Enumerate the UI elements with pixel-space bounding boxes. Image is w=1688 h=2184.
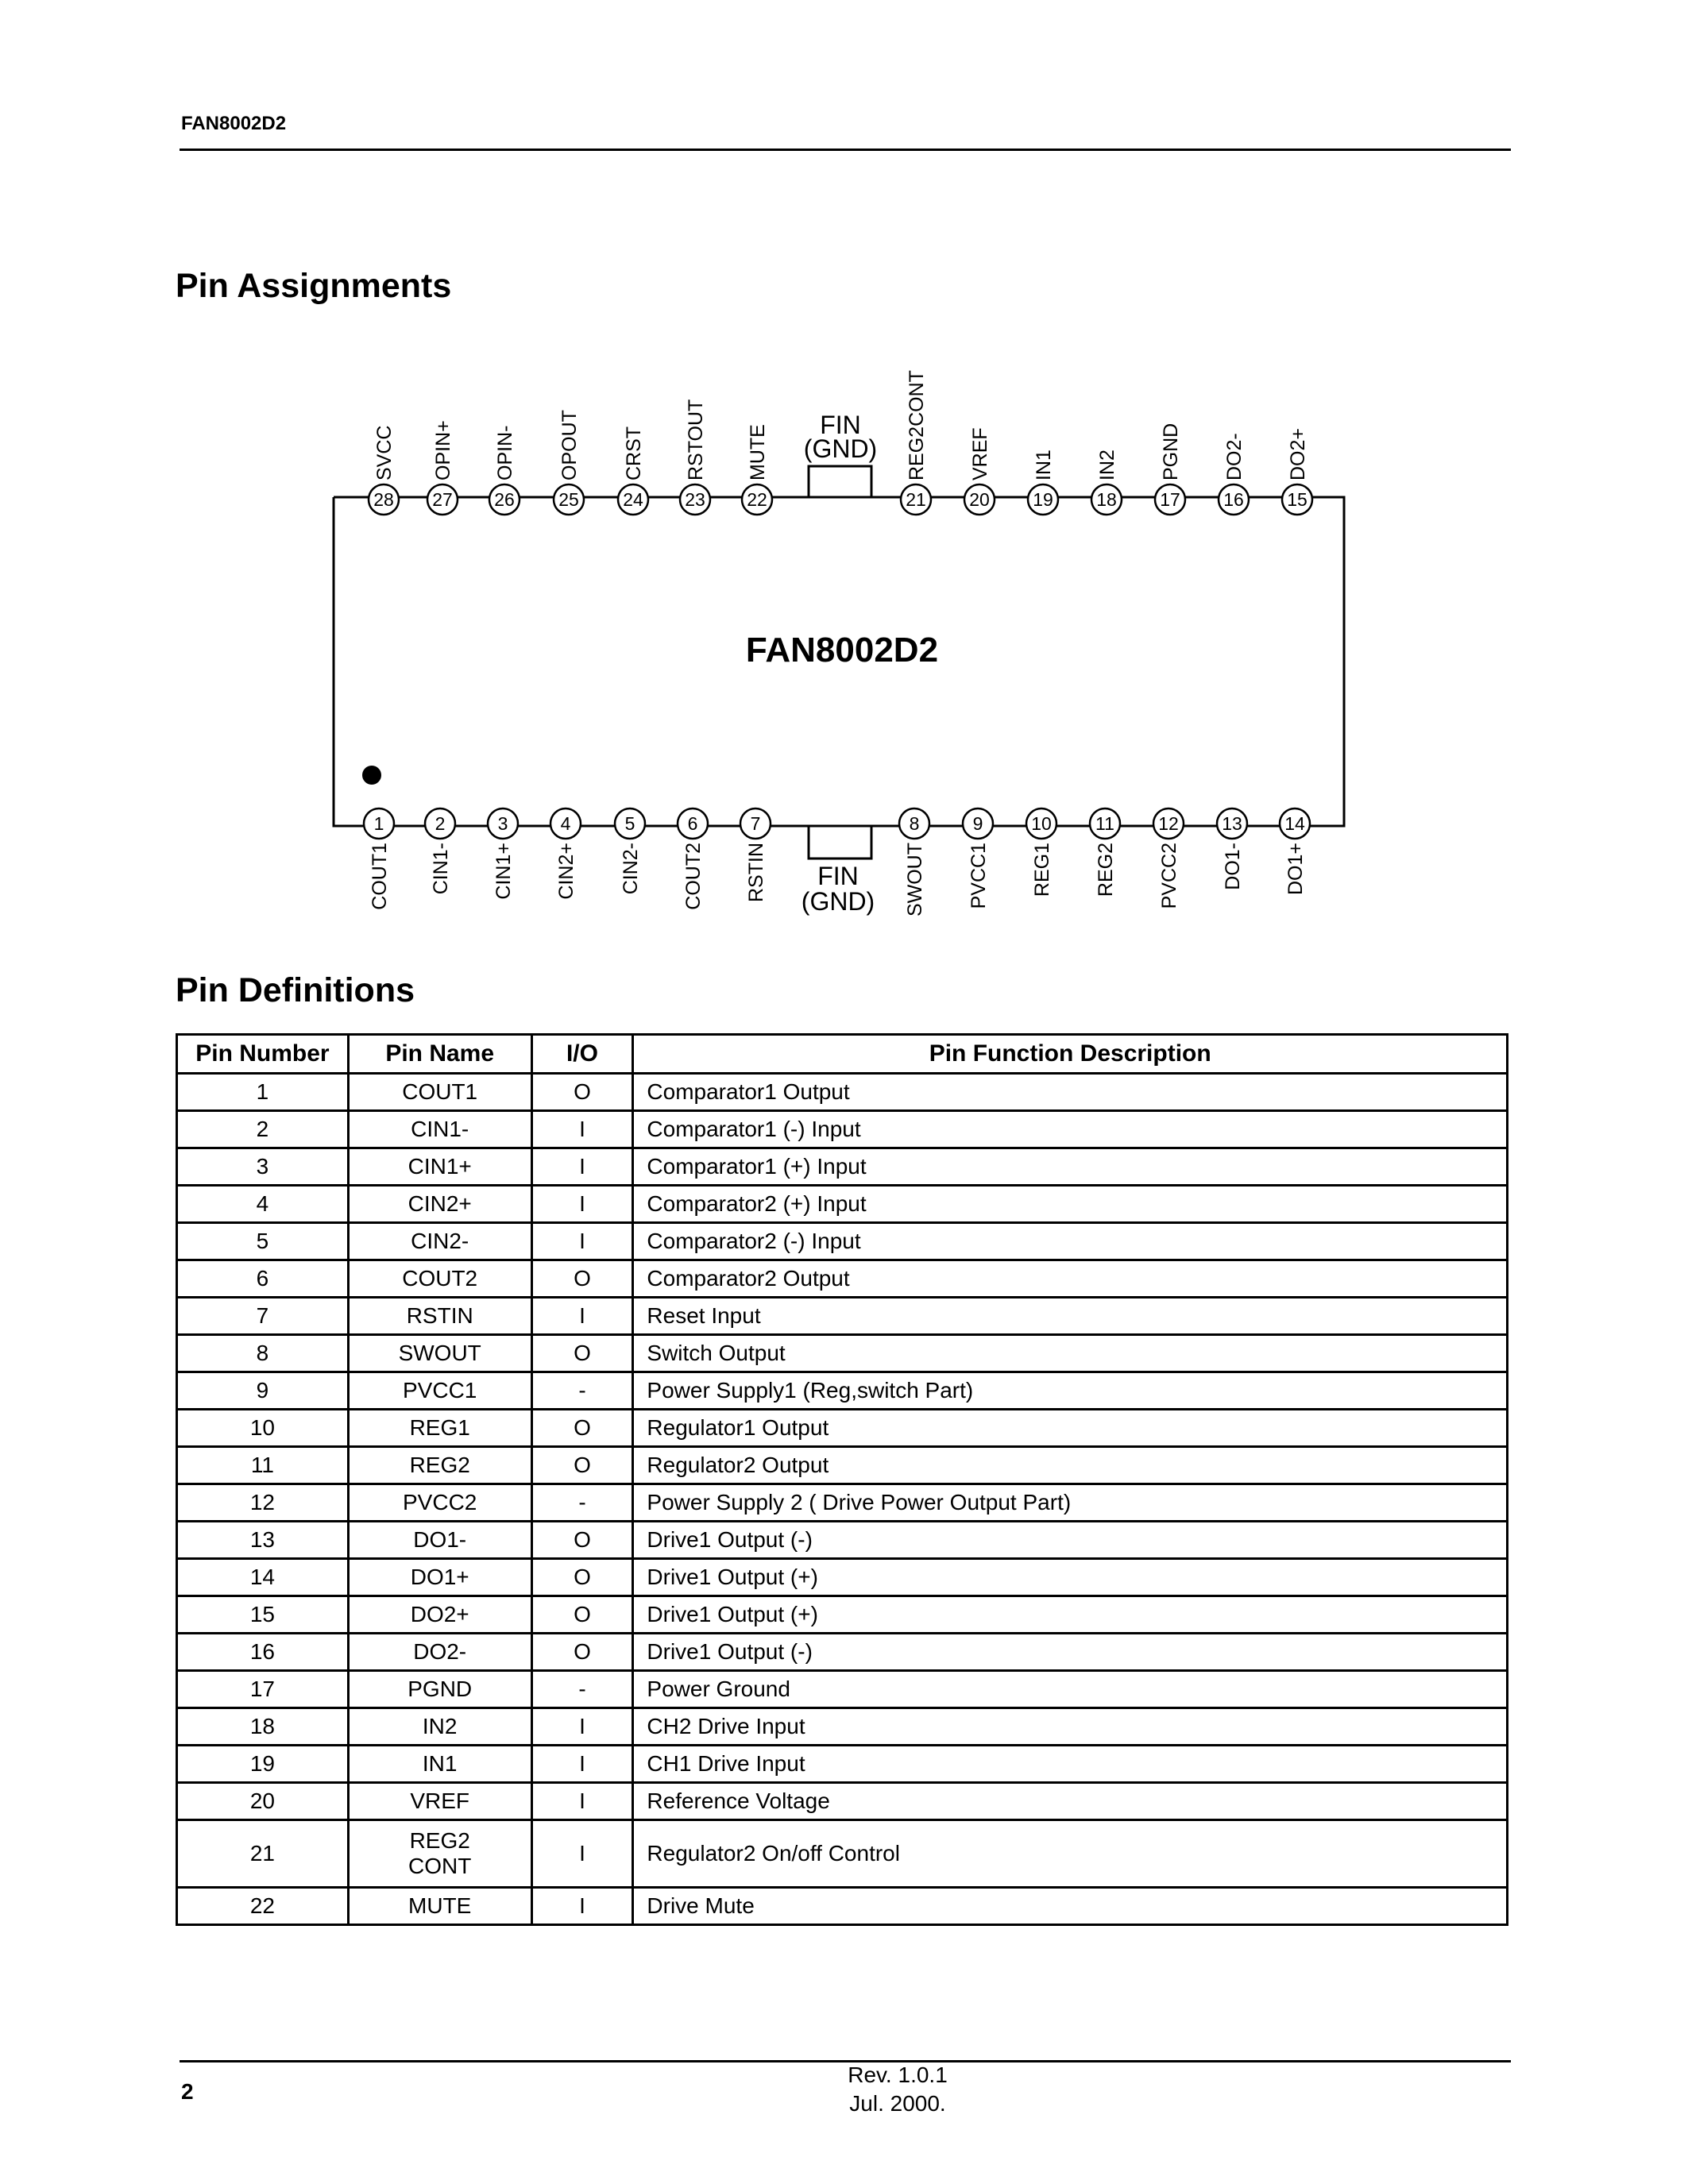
pin-name-label: REG2CONT <box>906 370 928 480</box>
pin-name-label: COUT2 <box>682 843 705 910</box>
pin-name-label: DO2+ <box>1287 427 1309 480</box>
pin-number-cell: 1 <box>177 1074 349 1111</box>
pin-name-cell: PVCC2 <box>348 1484 531 1522</box>
pin-name-label: CIN2- <box>620 843 642 895</box>
pin-number-label: 10 <box>1031 813 1052 834</box>
pin-name-cell <box>348 1820 531 1888</box>
io-cell: - <box>531 1484 633 1522</box>
pin-name-label: REG1 <box>1031 843 1053 897</box>
description-cell: CH2 Drive Input <box>633 1708 1508 1746</box>
header-rule <box>180 149 1511 151</box>
pin-name-label: MUTE <box>747 424 769 480</box>
description-cell: Comparator2 (-) Input <box>633 1223 1508 1260</box>
pin-name-label: CRST <box>623 426 645 480</box>
pin-name-cell: PVCC1 <box>348 1372 531 1410</box>
io-cell: I <box>531 1820 633 1888</box>
table-row <box>177 1746 1508 1783</box>
table-row <box>177 1596 1508 1634</box>
pin-name-cell: CIN2- <box>348 1223 531 1260</box>
pin-assignments-title: Pin Assignments <box>176 267 452 305</box>
pin-number-label: 26 <box>494 489 515 510</box>
description-cell: Comparator2 (+) Input <box>633 1186 1508 1223</box>
io-cell: - <box>531 1671 633 1708</box>
io-cell: I <box>531 1746 633 1783</box>
description-cell: Comparator2 Output <box>633 1260 1508 1298</box>
pin-number-label: 6 <box>687 813 698 834</box>
pin-number-label: 1 <box>373 813 384 834</box>
pin-number-cell: 20 <box>177 1783 349 1820</box>
pin-name-cell: CIN1- <box>348 1111 531 1148</box>
table-row <box>177 1559 1508 1596</box>
pin-number-cell: 7 <box>177 1298 349 1335</box>
pin-number-label: 18 <box>1096 489 1117 510</box>
table-row <box>177 1447 1508 1484</box>
pin-number-cell: 19 <box>177 1746 349 1783</box>
description-cell: Reference Voltage <box>633 1783 1508 1820</box>
pin-name-label: CIN2+ <box>555 843 577 900</box>
pin-name-line: REG2 <box>409 1828 470 1853</box>
io-cell: I <box>531 1223 633 1260</box>
pin-number-label: 2 <box>435 813 446 834</box>
table-row <box>177 1522 1508 1559</box>
pin-name-cell: DO2- <box>348 1634 531 1671</box>
pin-number-cell: 16 <box>177 1634 349 1671</box>
pin-name-cell: IN1 <box>348 1746 531 1783</box>
pin-number-cell: 9 <box>177 1372 349 1410</box>
description-cell: Regulator1 Output <box>633 1410 1508 1447</box>
pin-name-cell: REG2 <box>348 1447 531 1484</box>
table-row <box>177 1223 1508 1260</box>
pin-name-label: OPOUT <box>558 410 581 480</box>
pin-number-cell: 18 <box>177 1708 349 1746</box>
pin-name-cell: MUTE <box>348 1888 531 1925</box>
pin-number-cell: 14 <box>177 1559 349 1596</box>
pin-name-label: RSTOUT <box>685 399 707 480</box>
pin-name-line: CONT <box>408 1854 472 1878</box>
io-cell: I <box>531 1186 633 1223</box>
pin-number-label: 12 <box>1158 813 1179 834</box>
table-row <box>177 1634 1508 1671</box>
pin-number-label: 13 <box>1222 813 1242 834</box>
pin-number-label: 9 <box>972 813 983 834</box>
pin-definitions-table <box>176 1033 1508 1926</box>
pin-number-label: 11 <box>1095 813 1114 834</box>
table-row <box>177 1298 1508 1335</box>
pin-number-cell: 10 <box>177 1410 349 1447</box>
col-header-io: I/O <box>531 1035 633 1074</box>
pin-number-label: 14 <box>1284 813 1305 834</box>
io-cell: O <box>531 1074 633 1111</box>
header-part-number: FAN8002D2 <box>181 113 287 134</box>
io-cell: O <box>531 1260 633 1298</box>
pin-number-label: 8 <box>909 813 920 834</box>
pin-number-label: 16 <box>1223 489 1244 510</box>
description-cell: Regulator2 Output <box>633 1447 1508 1484</box>
pin-number-cell: 4 <box>177 1186 349 1223</box>
pin-number-label: 23 <box>685 489 705 510</box>
pin-name-label: PVCC1 <box>968 843 990 909</box>
table-row <box>177 1708 1508 1746</box>
pin-number-label: 24 <box>623 489 643 510</box>
table-row <box>177 1148 1508 1186</box>
io-cell: O <box>531 1522 633 1559</box>
page-number: 2 <box>181 2079 194 2104</box>
pin-number-cell: 15 <box>177 1596 349 1634</box>
pin-name-cell: REG1 <box>348 1410 531 1447</box>
pin-number-label: 28 <box>373 489 394 510</box>
pin-name-cell: COUT2 <box>348 1260 531 1298</box>
revision-date: Jul. 2000. <box>849 2091 946 2116</box>
pin-name-cell: IN2 <box>348 1708 531 1746</box>
pin-number-label: 7 <box>750 813 761 834</box>
pin-number-label: 25 <box>558 489 579 510</box>
pin-name-label: DO1+ <box>1284 843 1307 896</box>
pin-number-label: 3 <box>497 813 508 834</box>
pin-number-cell: 12 <box>177 1484 349 1522</box>
pin-name-label: CIN1- <box>430 843 452 895</box>
pin-name-cell: DO2+ <box>348 1596 531 1634</box>
pin-number-cell: 3 <box>177 1148 349 1186</box>
pin-name-label: OPIN- <box>494 425 516 480</box>
io-cell: I <box>531 1783 633 1820</box>
pin-number-label: 22 <box>747 489 767 510</box>
fin-gnd-label: FIN <box>820 411 861 439</box>
table-row <box>177 1372 1508 1410</box>
table-row <box>177 1671 1508 1708</box>
description-cell: Comparator1 (-) Input <box>633 1111 1508 1148</box>
pin-number-cell: 11 <box>177 1447 349 1484</box>
pin-name-label: VREF <box>969 427 991 480</box>
description-cell: Comparator1 Output <box>633 1074 1508 1111</box>
pin-name-label: REG2 <box>1095 843 1117 897</box>
pin-name-label: OPIN+ <box>432 420 454 480</box>
pin-number-cell: 2 <box>177 1111 349 1148</box>
pin-name-label: PGND <box>1160 423 1182 480</box>
pin-number-cell: 6 <box>177 1260 349 1298</box>
pin-name-cell: CIN1+ <box>348 1148 531 1186</box>
pin-number-label: 17 <box>1160 489 1180 510</box>
table-row <box>177 1783 1508 1820</box>
io-cell: O <box>531 1559 633 1596</box>
pin-definitions-title: Pin Definitions <box>176 971 415 1009</box>
pin-number-label: 5 <box>624 813 635 834</box>
pin-name-cell: SWOUT <box>348 1335 531 1372</box>
pin-name-label: IN2 <box>1096 450 1118 480</box>
description-cell: Power Supply 2 ( Drive Power Output Part) <box>633 1484 1508 1522</box>
pin-number-cell: 21 <box>177 1820 349 1888</box>
pin-number-label: 20 <box>969 489 990 510</box>
description-cell: Drive Mute <box>633 1888 1508 1925</box>
pin-name-label: COUT1 <box>369 843 391 910</box>
table-row <box>177 1335 1508 1372</box>
table-header-row <box>177 1035 1508 1074</box>
description-cell: Drive1 Output (-) <box>633 1522 1508 1559</box>
pin-name-label: IN1 <box>1033 450 1055 480</box>
pin-number-label: 27 <box>432 489 453 510</box>
description-cell: Comparator1 (+) Input <box>633 1148 1508 1186</box>
fin-gnd-label: (GND) <box>803 434 878 463</box>
pin-number-cell: 22 <box>177 1888 349 1925</box>
io-cell: O <box>531 1447 633 1484</box>
table-row <box>177 1111 1508 1148</box>
fin-gnd-label: FIN <box>817 862 859 890</box>
pin-name-cell: RSTIN <box>348 1298 531 1335</box>
description-cell: Power Ground <box>633 1671 1508 1708</box>
col-header-description: Pin Function Description <box>633 1035 1508 1074</box>
description-cell: Switch Output <box>633 1335 1508 1372</box>
io-cell: I <box>531 1888 633 1925</box>
pin-name-label: SVCC <box>373 425 396 480</box>
pin-name-label: RSTIN <box>745 843 767 902</box>
io-cell: O <box>531 1634 633 1671</box>
pin-number-label: 19 <box>1033 489 1053 510</box>
io-cell: I <box>531 1708 633 1746</box>
description-cell: Reset Input <box>633 1298 1508 1335</box>
pin-name-cell: COUT1 <box>348 1074 531 1111</box>
pin-number-cell: 8 <box>177 1335 349 1372</box>
table-row <box>177 1410 1508 1447</box>
pin-assignment-diagram <box>0 318 1688 953</box>
io-cell: I <box>531 1148 633 1186</box>
pin-number-label: 4 <box>560 813 571 834</box>
pin1-marker-dot <box>362 766 381 785</box>
pin-name-label: PVCC2 <box>1158 843 1180 909</box>
io-cell: I <box>531 1111 633 1148</box>
description-cell: Drive1 Output (-) <box>633 1634 1508 1671</box>
io-cell: O <box>531 1335 633 1372</box>
pin-name-label: SWOUT <box>904 843 926 917</box>
chip-name: FAN8002D2 <box>745 631 939 669</box>
io-cell: O <box>531 1410 633 1447</box>
io-cell: O <box>531 1596 633 1634</box>
pin-name-label: CIN1+ <box>492 843 515 900</box>
io-cell: - <box>531 1372 633 1410</box>
description-cell: Power Supply1 (Reg,switch Part) <box>633 1372 1508 1410</box>
col-header-pin-name: Pin Name <box>348 1035 531 1074</box>
pin-name-cell: PGND <box>348 1671 531 1708</box>
fin-gnd-label: (GND) <box>801 887 875 916</box>
description-cell: Drive1 Output (+) <box>633 1596 1508 1634</box>
col-header-pin-number: Pin Number <box>177 1035 349 1074</box>
pin-name-cell: DO1- <box>348 1522 531 1559</box>
pin-number-label: 15 <box>1287 489 1308 510</box>
bottom-fin-tab <box>809 826 871 859</box>
table-row <box>177 1074 1508 1111</box>
description-cell: CH1 Drive Input <box>633 1746 1508 1783</box>
pin-name-label: DO2- <box>1223 433 1246 480</box>
pin-name-label: DO1- <box>1222 843 1244 890</box>
table-row <box>177 1186 1508 1223</box>
pin-number-cell: 17 <box>177 1671 349 1708</box>
table-row <box>177 1888 1508 1925</box>
table-row <box>177 1484 1508 1522</box>
pin-number-cell: 5 <box>177 1223 349 1260</box>
pin-number-label: 21 <box>906 489 926 510</box>
top-fin-tab <box>809 466 871 497</box>
pin-name-cell: VREF <box>348 1783 531 1820</box>
table-row <box>177 1260 1508 1298</box>
description-cell: Drive1 Output (+) <box>633 1559 1508 1596</box>
pin-number-cell: 13 <box>177 1522 349 1559</box>
description-cell: Regulator2 On/off Control <box>633 1820 1508 1888</box>
pin-name-cell: CIN2+ <box>348 1186 531 1223</box>
io-cell: I <box>531 1298 633 1335</box>
pin-name-cell: DO1+ <box>348 1559 531 1596</box>
table-row <box>177 1820 1508 1888</box>
revision: Rev. 1.0.1 <box>848 2062 948 2087</box>
